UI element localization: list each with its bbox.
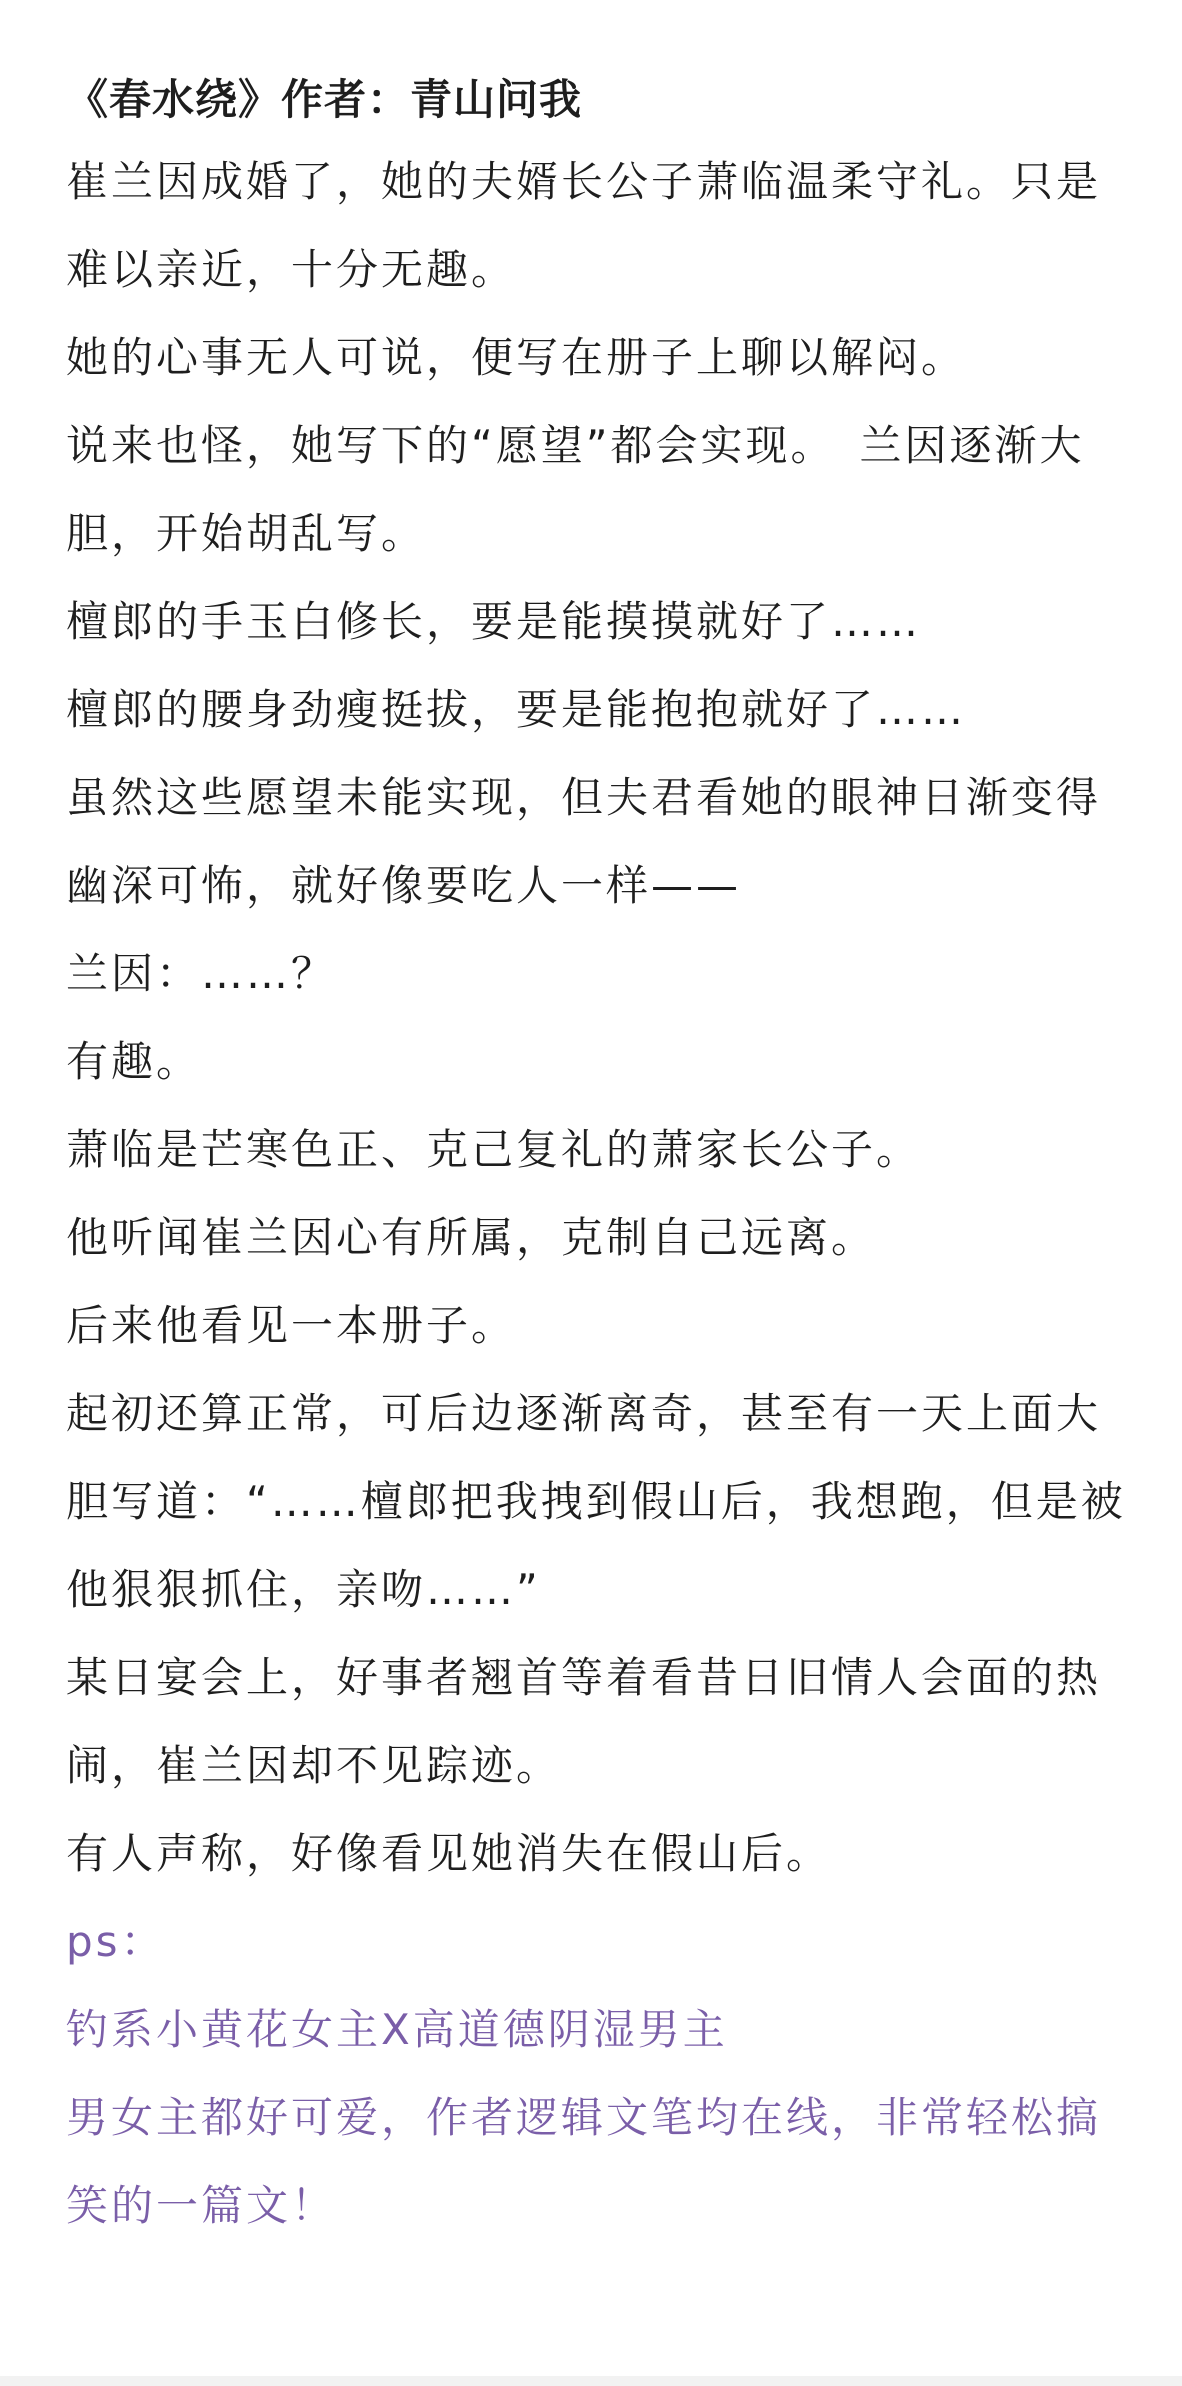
paragraph: 某日宴会上，好事者翘首等着看昔日旧情人会面的热闹，崔兰因却不见踪迹。	[66, 1653, 1102, 1790]
paragraph: 檀郎的手玉白修长，要是能摸摸就好了……	[66, 597, 922, 646]
paragraph: 萧临是芒寒色正、克己复礼的萧家长公子。	[66, 1125, 922, 1174]
paragraph: 有趣。	[66, 1037, 202, 1086]
paragraph: 后来他看见一本册子。	[66, 1301, 517, 1350]
paragraph: 崔兰因成婚了，她的夫婿长公子萧临温柔守礼。只是难以亲近，十分无趣。	[66, 157, 1102, 294]
paragraph: 她的心事无人可说，便写在册子上聊以解闷。	[66, 333, 967, 382]
paragraph: 他听闻崔兰因心有所属，克制自己远离。	[66, 1213, 877, 1262]
paragraph: 起初还算正常，可后边逐渐离奇，甚至有一天上面大胆写道：“……檀郎把我拽到假山后，我想跑，但是被他狠狠抓住，亲吻……”	[66, 1389, 1126, 1614]
ps-label: ps：	[66, 1917, 166, 1966]
post-body	[66, 62, 1136, 2250]
book-title: 《春水绕》作者：青山问我	[66, 75, 583, 124]
ps-line: 钓系小黄花女主X高道德阴湿男主	[66, 2005, 728, 2054]
paragraph: 兰因：……？	[66, 949, 337, 998]
paragraph: 虽然这些愿望未能实现，但夫君看她的眼神日渐变得幽深可怖，就好像要吃人一样——	[66, 773, 1102, 910]
ps-line: 男女主都好可爱，作者逻辑文笔均在线，非常轻松搞笑的一篇文！	[66, 2093, 1102, 2230]
paragraph: 檀郎的腰身劲瘦挺拔，要是能抱抱就好了……	[66, 685, 967, 734]
bottom-divider	[0, 2376, 1182, 2386]
paragraph: 说来也怪，她写下的“愿望”都会实现。 兰因逐渐大胆，开始胡乱写。	[66, 421, 1085, 558]
paragraph: 有人声称，好像看见她消失在假山后。	[66, 1829, 832, 1878]
